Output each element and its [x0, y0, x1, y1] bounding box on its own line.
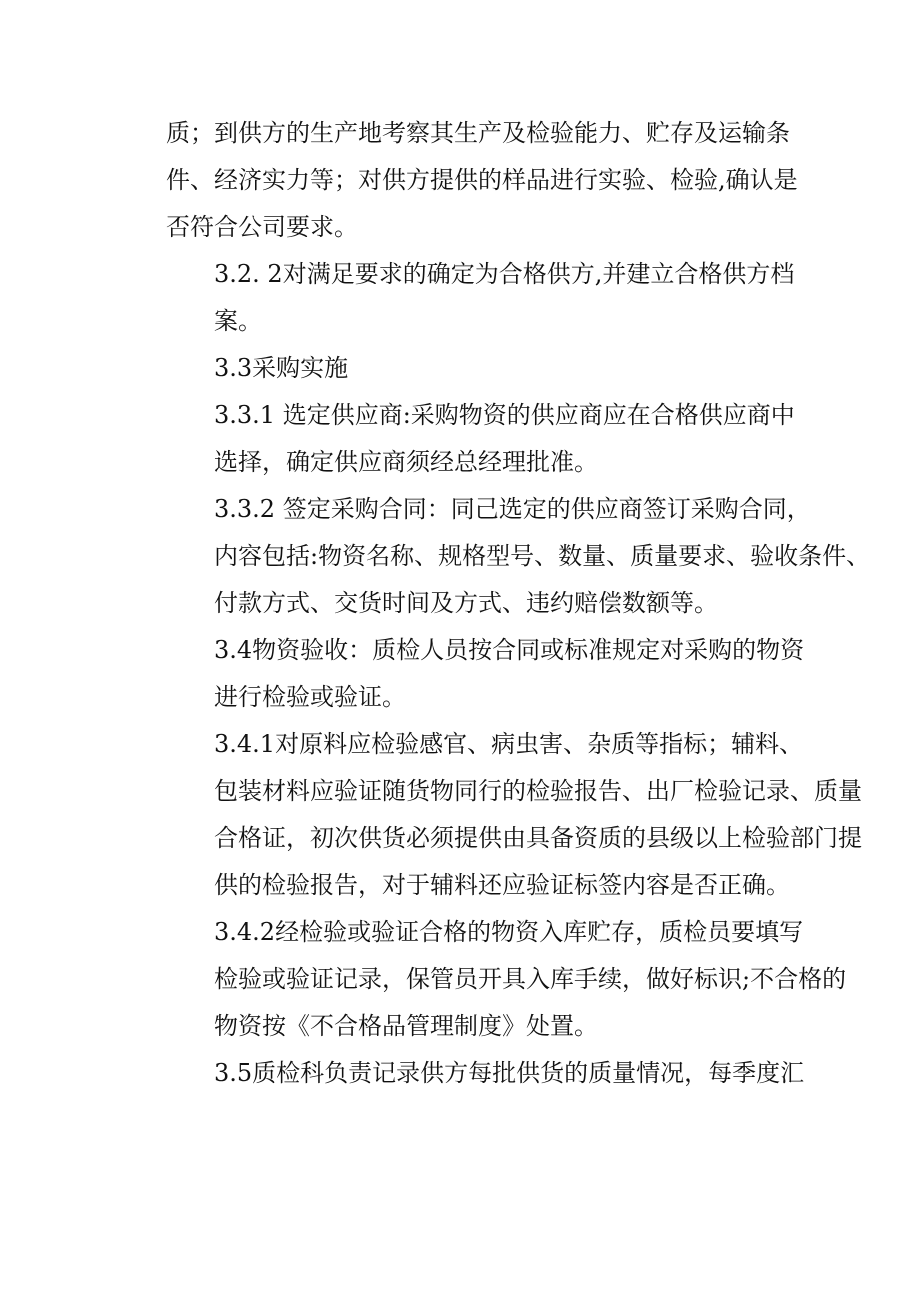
text-line: 3.4.2经检验或验证合格的物资入库贮存，质检员要填写	[214, 918, 804, 946]
paragraph-1	[166, 110, 806, 251]
text-line: 3.3采购实施	[214, 354, 349, 382]
text-line: 进行检验或验证。	[214, 683, 406, 711]
text-line: 件、经济实力等；对供方提供的样品进行实验、检验,确认是	[166, 166, 798, 194]
text-line: 付款方式、交货时间及方式、违约赔偿数额等。	[214, 589, 718, 617]
text-line: 否符合公司要求。	[166, 213, 358, 241]
text-line: 质；到供方的生产地考察其生产及检验能力、贮存及运输条	[166, 119, 790, 147]
text-line: 检验或验证记录，保管员开具入库手续，做好标识;不合格的	[214, 965, 847, 993]
text-line: 3.3.1 选定供应商:采购物资的供应商应在合格供应商中	[214, 401, 795, 429]
paragraph-3-5	[166, 1050, 806, 1097]
text-line: 供的检验报告，对于辅料还应验证标签内容是否正确。	[214, 871, 790, 899]
text-line: 选择，确定供应商须经总经理批准。	[214, 448, 598, 476]
paragraph-3-3-1	[166, 392, 806, 486]
text-line: 3.4.1对原料应检验感官、病虫害、杂质等指标；辅料、	[214, 730, 804, 758]
paragraph-3-2-2	[166, 251, 806, 345]
paragraph-3-4	[166, 627, 806, 721]
paragraph-3-3-2	[166, 486, 871, 627]
text-line: 合格证，初次供货必须提供由具备资质的县级以上检验部门提	[214, 824, 862, 852]
paragraph-3-4-2	[166, 909, 847, 1050]
paragraph-3-4-1	[166, 721, 862, 909]
text-line: 3.5质检科负责记录供方每批供货的质量情况，每季度汇	[214, 1059, 805, 1087]
text-line: 3.3.2 签定采购合同：同己选定的供应商签订采购合同，	[214, 495, 811, 523]
heading-3-3	[166, 345, 806, 392]
text-line: 3.2. 2对满足要求的确定为合格供方,并建立合格供方档	[214, 260, 795, 288]
text-line: 包装材料应验证随货物同行的检验报告、出厂检验记录、质量	[214, 777, 862, 805]
text-line: 物资按《不合格品管理制度》处置。	[214, 1012, 598, 1040]
body-text	[166, 110, 871, 1097]
text-line: 内容包括:物资名称、规格型号、数量、质量要求、验收条件、	[214, 542, 871, 570]
text-line: 3.4物资验收：质检人员按合同或标准规定对采购的物资	[214, 636, 805, 664]
text-line: 案。	[214, 307, 262, 335]
